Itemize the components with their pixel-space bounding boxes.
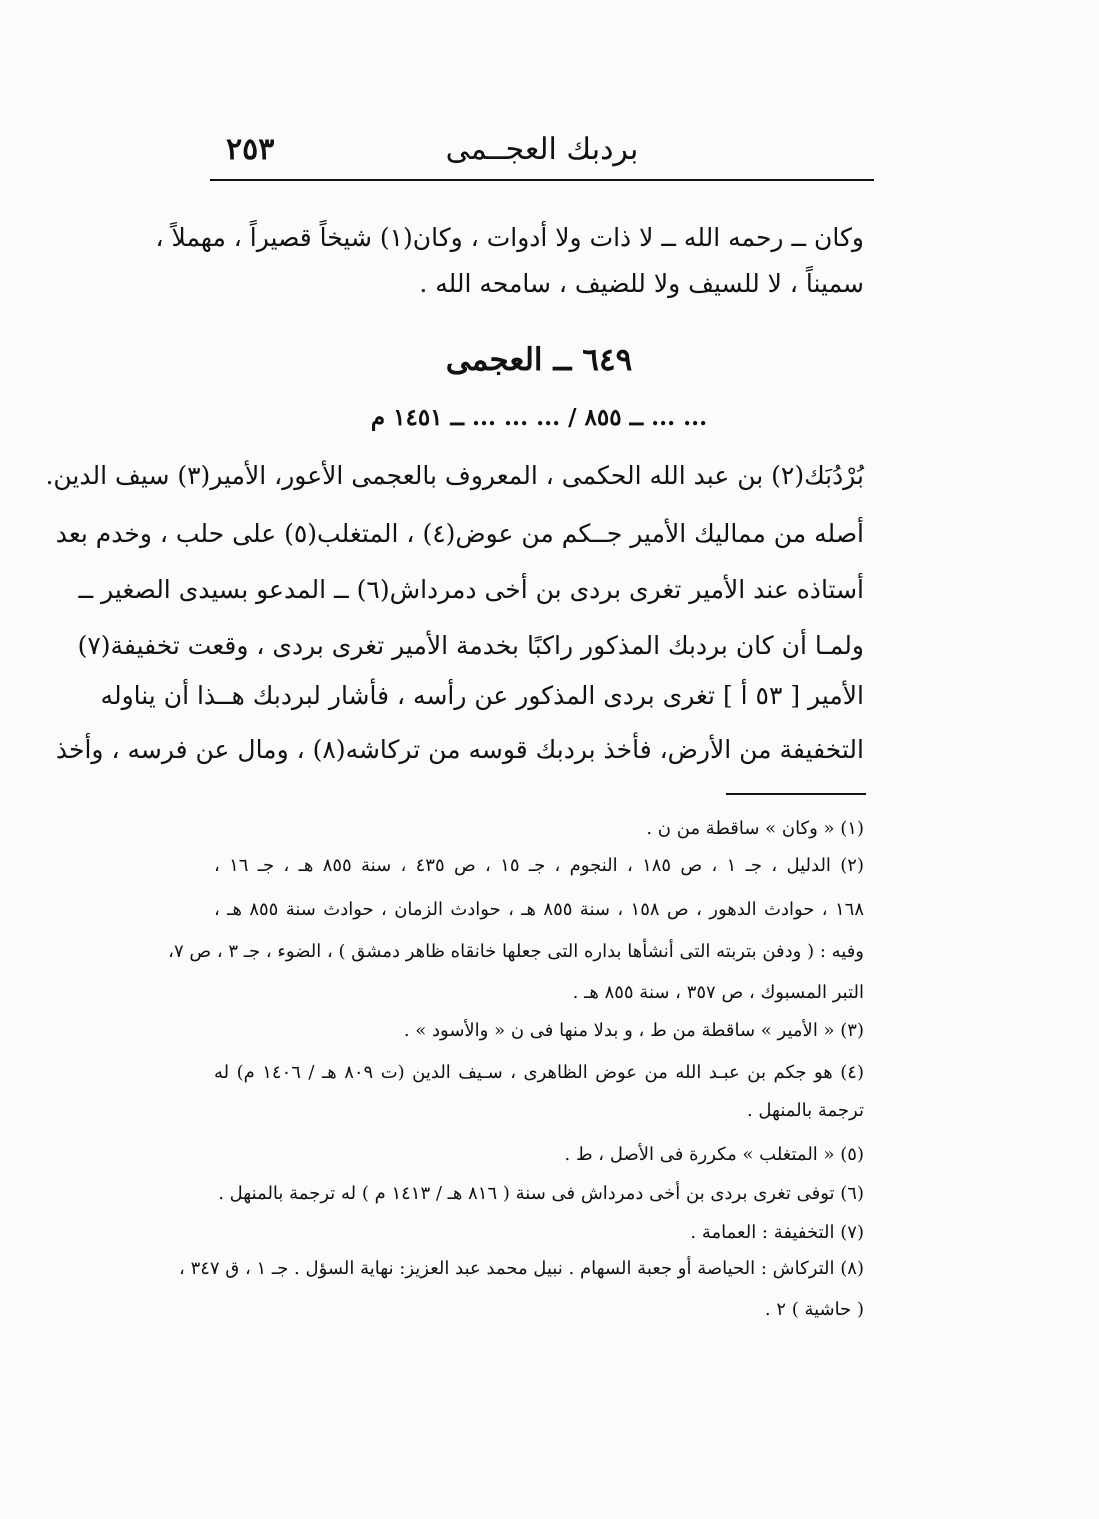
section-title: ٦٤٩ ــ العجمى: [445, 342, 633, 378]
footnote-line: ترجمة بالمنهل .: [746, 1100, 864, 1121]
entry-line: الأمير [ ٥٣ أ ] تغرى بردى المذكور عن رأسه ، فأشار لبردبك هــذا أن يناوله: [100, 681, 864, 710]
header-rule: [210, 179, 874, 181]
footnote-line: (٥) « المتغلب » مكررة فى الأصل ، ط .: [564, 1144, 864, 1165]
footnote-line: (٢) الدليل ، جـ ١ ، ص ١٨٥ ، النجوم ، جـ ١٥ ، ص ٤٣٥ ، سنة ٨٥٥ هـ ، جـ ١٦ ،: [214, 855, 864, 876]
body-line: وكان ــ رحمه الله ــ لا ذات ولا أدوات ، وكان(١) شيخاً قصيراً ، مهملاً ،: [155, 223, 864, 252]
running-title: بردبك العجــمى: [445, 132, 639, 167]
entry-line: التخفيفة من الأرض، فأخذ بردبك قوسه من تركاشه(٨) ، ومال عن فرسه ، وأخذ: [55, 735, 864, 764]
footnote-line: (٨) التركاش : الحياصة أو جعبة السهام . نبيل محمد عبد العزيز: نهاية السؤل . جـ ١ ، ق ٣٤٧ ،: [179, 1258, 864, 1279]
footnote-line: وفيه : ( ودفن بتربته التى أنشأها بداره التى جعلها خانقاه ظاهر دمشق ) ، الضوء ، جـ ٣ ، ص ٧،: [168, 941, 864, 962]
dates-line: ... ... ــ ٨٥٥ / ... ... ... ــ ١٤٥١ م: [370, 404, 708, 431]
footnote-line: (٦) توفى تغرى بردى بن أخى دمرداش فى سنة ( ٨١٦ هـ / ١٤١٣ م ) له ترجمة بالمنهل .: [218, 1183, 864, 1204]
footnote-line: التبر المسبوك ، ص ٣٥٧ ، سنة ٨٥٥ هـ .: [572, 982, 864, 1003]
entry-line: ولمـا أن كان بردبك المذكور راكبًا بخدمة الأمير تغرى بردى ، وقعت تخفيفة(٧): [77, 631, 864, 660]
body-line: سميناً ، لا للسيف ولا للضيف ، سامحه الله .: [419, 269, 864, 298]
page-number: ٢٥٣: [226, 132, 275, 167]
entry-line: أصله من مماليك الأمير جــكم من عوض(٤) ، المتغلب(٥) على حلب ، وخدم بعد: [55, 519, 864, 548]
footnote-rule: [726, 793, 866, 795]
entry-line: أستاذه عند الأمير تغرى بردى بن أخى دمرداش(٦) ــ المدعو بسيدى الصغير ــ: [78, 575, 864, 604]
page-header: [212, 128, 872, 176]
footnote-line: (٣) « الأمير » ساقطة من ط ، و بدلا منها فى ن « والأسود » .: [403, 1020, 864, 1041]
footnote-line: (٤) هو جكم بن عبـد الله من عوض الظاهرى ، سـيف الدين (ت ٨٠٩ هـ / ١٤٠٦ م) له: [214, 1062, 864, 1083]
footnote-line: (١) « وكان » ساقطة من ن .: [646, 818, 864, 839]
entry-line: بُرْدُبَك(٢) بن عبد الله الحكمى ، المعروف بالعجمى الأعور، الأمير(٣) سيف الدين.: [45, 461, 864, 490]
footnote-line: ( حاشية ) ٢ .: [764, 1299, 864, 1320]
footnote-line: ١٦٨ ، حوادث الدهور ، ص ١٥٨ ، سنة ٨٥٥ هـ ، حوادث الزمان ، حوادث سنة ٨٥٥ هـ ،: [214, 899, 865, 920]
footnote-line: (٧) التخفيفة : العمامة .: [690, 1222, 864, 1243]
